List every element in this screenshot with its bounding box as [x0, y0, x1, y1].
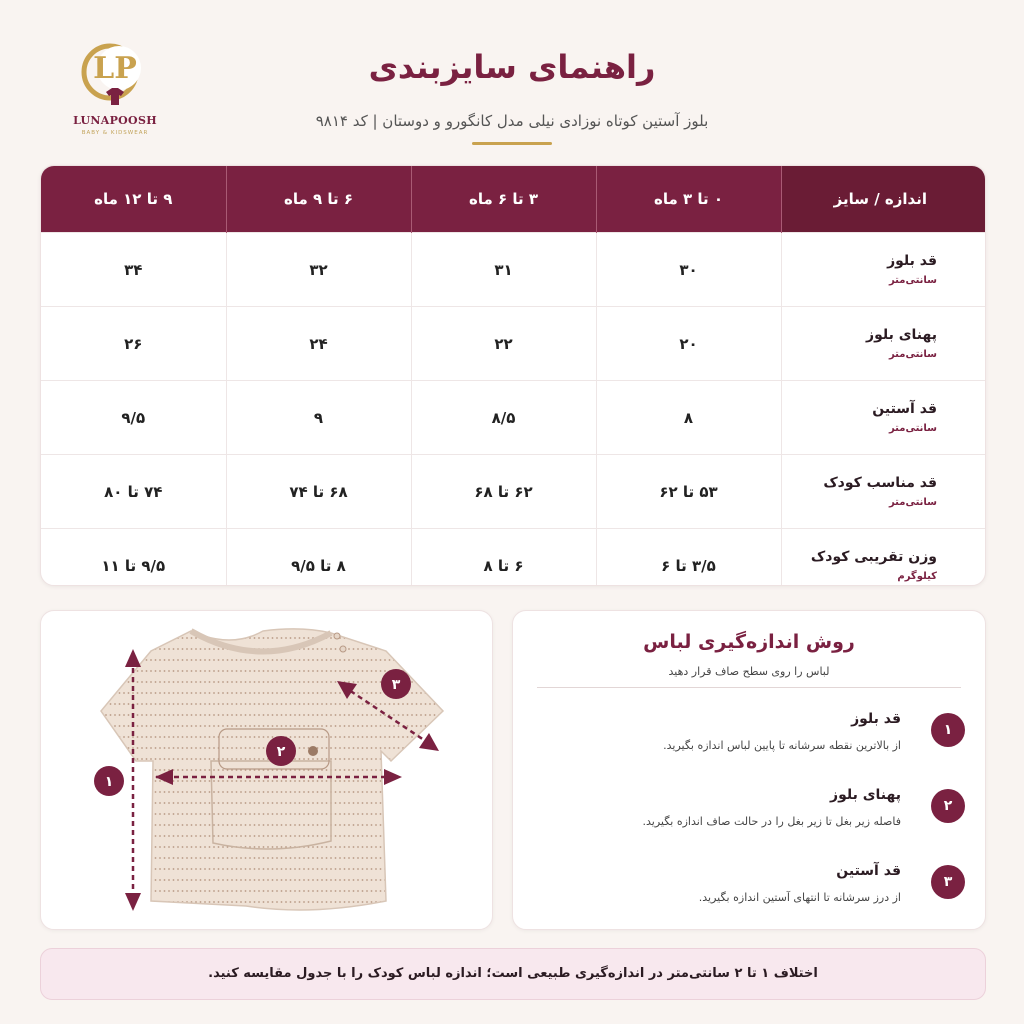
shirt-illustration [41, 611, 492, 929]
row-label: قد بلوز [887, 253, 937, 269]
row-label: وزن تقریبی کودک [810, 549, 937, 565]
table-row [41, 529, 985, 587]
logo-monogram-icon [70, 32, 160, 114]
measure-title: روش اندازه‌گیری لباس [643, 631, 855, 653]
table-cell: ۹ [226, 381, 411, 455]
row-label: قد آستین [872, 401, 937, 417]
page-title: راهنمای سایزبندی [368, 48, 656, 86]
step-title: قد آستین [836, 863, 901, 879]
table-header-row [41, 166, 985, 233]
svg-text:۲: ۲ [276, 744, 286, 760]
table-row [41, 455, 985, 529]
table-cell: ۹/۵ [41, 381, 226, 455]
step-number-badge: ۲ [931, 789, 965, 823]
table-cell: ۲۰ [596, 307, 781, 381]
svg-text:LP: LP [93, 51, 137, 86]
table-cell: ۳/۵ تا ۶ [596, 529, 781, 587]
size-table [41, 166, 985, 586]
step-description: فاصله زیر بغل تا زیر بغل را در حالت صاف اندازه بگیرید. [642, 815, 901, 828]
row-unit: سانتی‌متر [888, 349, 937, 360]
measure-subtitle: لباس را روی سطح صاف قرار دهید [668, 665, 830, 678]
step-number-badge: ۳ [931, 865, 965, 899]
table-cell: ۵۳ تا ۶۲ [596, 455, 781, 529]
row-label: پهنای بلوز [866, 327, 937, 343]
table-cell: ۷۴ تا ۸۰ [41, 455, 226, 529]
title-divider [472, 142, 552, 145]
measure-step [545, 863, 965, 913]
marker-2 [266, 736, 296, 766]
column-header: ۳ تا ۶ ماه [411, 166, 596, 233]
column-header: ۶ تا ۹ ماه [226, 166, 411, 233]
table-cell: ۶۸ تا ۷۴ [226, 455, 411, 529]
table-cell: ۸ [596, 381, 781, 455]
row-unit: سانتی‌متر [888, 423, 937, 434]
row-label-cell [781, 233, 985, 307]
measure-step [545, 787, 965, 837]
size-table-card [40, 165, 986, 586]
step-description: از درز سرشانه تا انتهای آستین اندازه بگیرید. [698, 891, 901, 904]
table-cell: ۹/۵ تا ۱۱ [41, 529, 226, 587]
marker-3 [381, 669, 411, 699]
table-cell: ۳۲ [226, 233, 411, 307]
step-description: از بالاترین نقطه سرشانه تا پایین لباس اندازه بگیرید. [663, 739, 901, 752]
brand-name: LUNAPOOSH [73, 114, 157, 127]
svg-text:۳: ۳ [391, 677, 401, 693]
table-cell: ۳۱ [411, 233, 596, 307]
shirt-diagram-card [40, 610, 493, 930]
measure-instructions-card [512, 610, 986, 930]
table-cell: ۲۲ [411, 307, 596, 381]
row-unit: سانتی‌متر [888, 275, 937, 286]
table-row [41, 307, 985, 381]
column-header: ۰ تا ۳ ماه [596, 166, 781, 233]
row-label-cell [781, 307, 985, 381]
table-cell: ۶۲ تا ۶۸ [411, 455, 596, 529]
footer-note: اختلاف ۱ تا ۲ سانتی‌متر در اندازه‌گیری طبیعی است؛ اندازه لباس کودک را با جدول مقایسه کنید. [40, 948, 986, 1000]
table-cell: ۳۰ [596, 233, 781, 307]
brand-tagline: BABY & KIDSWEAR [81, 130, 149, 136]
measure-step [545, 711, 965, 761]
table-cell: ۲۴ [226, 307, 411, 381]
table-cell: ۳۴ [41, 233, 226, 307]
svg-text:۱: ۱ [104, 774, 114, 790]
table-cell: ۶ تا ۸ [411, 529, 596, 587]
row-label: قد مناسب کودک [823, 475, 937, 491]
row-label-cell [781, 455, 985, 529]
table-row [41, 233, 985, 307]
table-cell: ۸ تا ۹/۵ [226, 529, 411, 587]
row-unit: کیلوگرم [897, 571, 937, 582]
row-label-cell [781, 381, 985, 455]
table-corner-header: اندازه / سایز [781, 166, 985, 233]
row-unit: سانتی‌متر [888, 497, 937, 508]
step-number-badge: ۱ [931, 713, 965, 747]
measure-divider [537, 687, 961, 688]
table-cell: ۸/۵ [411, 381, 596, 455]
step-title: قد بلوز [851, 711, 901, 727]
marker-1 [94, 766, 124, 796]
table-cell: ۲۶ [41, 307, 226, 381]
row-label-cell [781, 529, 985, 587]
table-row [41, 381, 985, 455]
page-subtitle: بلوز آستین کوتاه نوزادی نیلی مدل کانگورو و دوستان | کد ۹۸۱۴ [315, 112, 709, 130]
step-title: پهنای بلوز [830, 787, 901, 803]
brand-logo [70, 32, 160, 152]
column-header: ۹ تا ۱۲ ماه [41, 166, 226, 233]
